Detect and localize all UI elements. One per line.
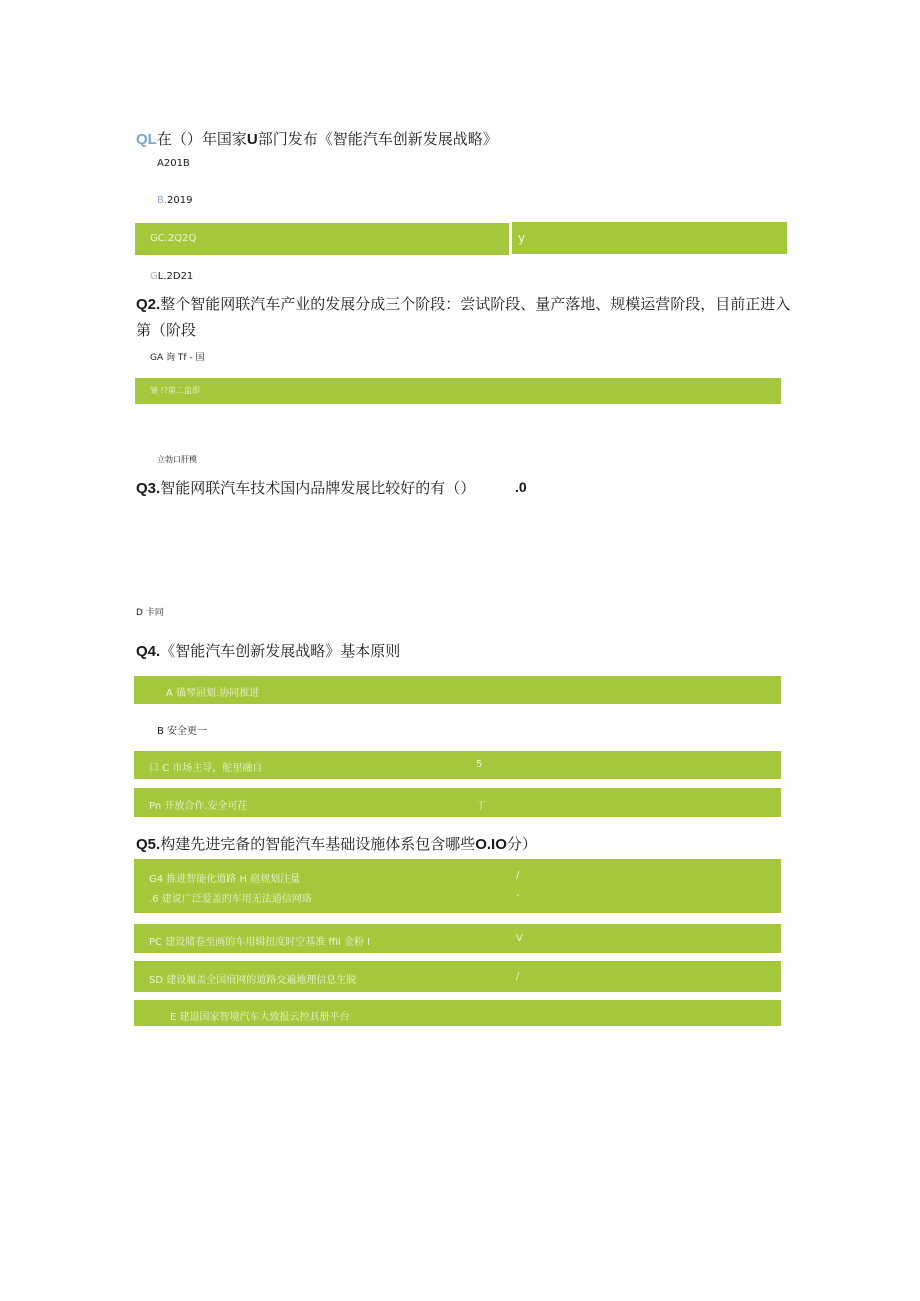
q3-number: Q3. — [136, 480, 161, 497]
q5-title — [136, 833, 537, 854]
q2-option-b-highlight[interactable] — [135, 378, 781, 404]
q5-score: O.IO — [475, 836, 507, 853]
q5-option-b-mark: - — [516, 890, 520, 901]
q4-option-b[interactable]: B 安全更一 — [157, 726, 208, 737]
q2-number: Q2. — [136, 296, 161, 313]
q1-option-c: GC.2Q2Q — [150, 233, 197, 244]
q5-option-a: G4 推进智能化道路 H 扈规划注量 — [149, 874, 301, 885]
q5-option-d-highlight[interactable] — [134, 961, 781, 992]
q3-text: 智能网联汽车技术国内品牌发展比较好的有（） — [160, 479, 476, 497]
q4-option-d: Pn 开放合作.安全可茌 — [149, 801, 248, 812]
q1-option-d-text: L.2D21 — [157, 271, 194, 282]
q1-option-c-highlight[interactable] — [135, 223, 509, 255]
q5-number: Q5. — [136, 836, 161, 853]
q3-title — [136, 477, 475, 498]
q4-text: 《智能汽车创新发展战略》基本原则 — [160, 642, 401, 660]
q1-option-d[interactable] — [150, 271, 193, 282]
q1-option-a[interactable]: A201B — [157, 158, 190, 169]
q5-text-end: 分） — [506, 835, 537, 853]
q4-title — [136, 640, 400, 661]
q1-number: QL — [136, 131, 157, 148]
q1-answer-highlight — [512, 222, 787, 254]
q2-option-c[interactable]: 立勃口肝模 — [157, 455, 197, 464]
q4-option-c-mark: 5 — [476, 759, 483, 770]
q1-option-b-text: 2019 — [167, 195, 193, 206]
q1-option-b[interactable] — [157, 195, 193, 206]
q3-score: .0 — [515, 479, 527, 495]
q2-title-line2: 第（阶段 — [136, 321, 197, 339]
q5-option-c-mark: V — [516, 933, 523, 944]
q5-option-e: E 建退国家智境汽车大致报云控具册平台 — [170, 1012, 350, 1023]
q5-option-ab-highlight[interactable] — [134, 859, 781, 913]
q5-option-b: .6 建说广泛爱盖的车用无法通信网珞 — [149, 894, 312, 905]
q4-option-c: 口 C 市场主导，舵里融自 — [149, 763, 263, 774]
q5-option-d: SD 建设履盖全国痕网的道路交遍地理信息生脱 — [149, 975, 357, 986]
q5-option-c: PC 建设睹卷至画的车用辑扭度时空基准 ffil 金粉 I — [149, 937, 371, 948]
q1-text: 在（）年国家 — [156, 130, 247, 148]
q1-option-b-prefix: B. — [157, 195, 168, 206]
q1-mark: y — [518, 231, 526, 245]
q4-option-a-highlight[interactable] — [134, 676, 781, 704]
q3-option-d[interactable]: D 卡同 — [136, 608, 164, 618]
q1-text2: 部门发布《智能汽车创新发展战略》 — [257, 130, 498, 148]
q1-title — [136, 128, 498, 149]
q1-u: U — [246, 131, 258, 148]
q2-option-a[interactable]: GA 询 Tf - 国 — [150, 353, 205, 363]
q4-option-a: A 锚琴屈划.协同推进 — [166, 688, 260, 699]
q2-title-line1 — [136, 293, 790, 314]
q2-option-b: 皱 !?第二盅即 — [150, 386, 200, 395]
q4-option-c-highlight[interactable] — [134, 751, 781, 779]
q5-option-a-mark: / — [516, 870, 520, 881]
q5-option-c-highlight[interactable] — [134, 924, 781, 953]
q5-option-d-mark: / — [516, 971, 520, 982]
q4-option-d-mark: 丁 — [476, 801, 486, 812]
q5-option-e-highlight[interactable] — [134, 1000, 781, 1026]
q2-text: 整个智能网联汽车产业的发展分成三个阶段：尝试阶段、量产落地、规模运营阶段，目前正进入 — [160, 295, 791, 313]
q1-option-d-prefix: G — [150, 271, 158, 282]
q4-number: Q4. — [136, 643, 161, 660]
q5-text: 构建先进完备的智能汽车基础设施体系包含哪些 — [160, 835, 476, 853]
q4-option-d-highlight[interactable] — [134, 788, 781, 817]
